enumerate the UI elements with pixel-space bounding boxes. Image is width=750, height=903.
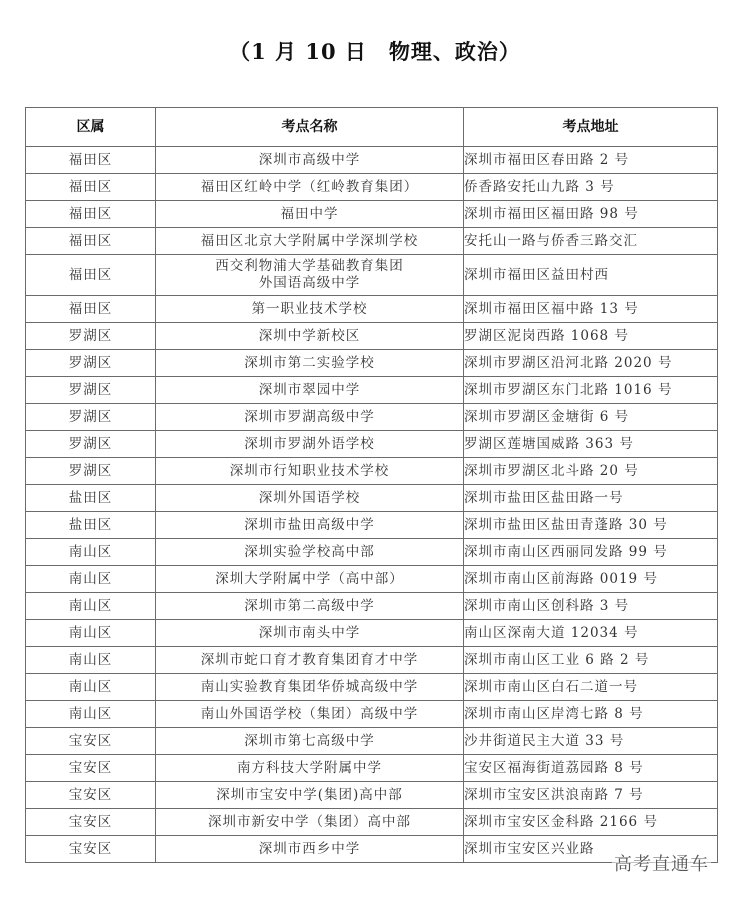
district-cell: 福田区	[26, 255, 156, 296]
column-header-venue-name: 考点名称	[156, 108, 464, 147]
venue-address-cell: 侨香路安托山九路 3 号	[464, 174, 718, 201]
district-cell: 南山区	[26, 701, 156, 728]
venue-name-cell: 深圳市高级中学	[156, 147, 464, 174]
table-row	[26, 647, 718, 674]
table-row	[26, 701, 718, 728]
district-cell: 宝安区	[26, 782, 156, 809]
table-row	[26, 512, 718, 539]
venue-name-cell: 南山外国语学校（集团）高级中学	[156, 701, 464, 728]
venue-address-cell: 深圳市罗湖区金塘街 6 号	[464, 404, 718, 431]
table-row	[26, 147, 718, 174]
venue-address-cell: 深圳市宝安区金科路 2166 号	[464, 809, 718, 836]
venue-name-cell: 深圳外国语学校	[156, 485, 464, 512]
venue-name-cell: 南方科技大学附属中学	[156, 755, 464, 782]
district-cell: 罗湖区	[26, 404, 156, 431]
district-cell: 宝安区	[26, 836, 156, 863]
venue-name-cell: 第一职业技术学校	[156, 296, 464, 323]
venue-address-cell: 深圳市福田区春田路 2 号	[464, 147, 718, 174]
table-row	[26, 404, 718, 431]
venue-address-cell: 罗湖区莲塘国威路 363 号	[464, 431, 718, 458]
venue-name-cell: 深圳市盐田高级中学	[156, 512, 464, 539]
venue-name-cell: 深圳市宝安中学(集团)高中部	[156, 782, 464, 809]
venue-name-cell: 深圳市罗湖高级中学	[156, 404, 464, 431]
district-cell: 南山区	[26, 566, 156, 593]
venue-name-cell: 深圳市第二高级中学	[156, 593, 464, 620]
venue-name-cell: 深圳实验学校高中部	[156, 539, 464, 566]
district-cell: 罗湖区	[26, 431, 156, 458]
district-cell: 福田区	[26, 296, 156, 323]
district-cell: 福田区	[26, 228, 156, 255]
venue-address-cell: 深圳市南山区岸湾七路 8 号	[464, 701, 718, 728]
table-row	[26, 485, 718, 512]
district-cell: 罗湖区	[26, 377, 156, 404]
venue-address-cell: 罗湖区泥岗西路 1068 号	[464, 323, 718, 350]
table-row	[26, 323, 718, 350]
venue-address-cell: 深圳市南山区创科路 3 号	[464, 593, 718, 620]
venue-name-line-1: 西交利物浦大学基础教育集团	[215, 258, 404, 274]
venue-address-cell: 深圳市南山区前海路 0019 号	[464, 566, 718, 593]
venue-name-cell: 福田中学	[156, 201, 464, 228]
venue-name-cell: 福田区北京大学附属中学深圳学校	[156, 228, 464, 255]
venue-address-cell: 深圳市南山区工业 6 路 2 号	[464, 647, 718, 674]
table-row	[26, 782, 718, 809]
district-cell: 南山区	[26, 620, 156, 647]
district-cell: 福田区	[26, 201, 156, 228]
district-cell: 宝安区	[26, 728, 156, 755]
table-row	[26, 566, 718, 593]
district-cell: 南山区	[26, 593, 156, 620]
venue-address-cell: 深圳市南山区白石二道一号	[464, 674, 718, 701]
venue-name-cell	[156, 255, 464, 296]
table-row	[26, 255, 718, 296]
venue-address-cell: 沙井街道民主大道 33 号	[464, 728, 718, 755]
district-cell: 南山区	[26, 647, 156, 674]
table-row	[26, 728, 718, 755]
venue-address-cell: 深圳市福田区益田村西	[464, 255, 718, 296]
district-cell: 盐田区	[26, 512, 156, 539]
venue-name-cell: 深圳大学附属中学（高中部）	[156, 566, 464, 593]
venue-address-cell: 宝安区福海街道荔园路 8 号	[464, 755, 718, 782]
venue-name-cell: 深圳市西乡中学	[156, 836, 464, 863]
venue-address-cell: 深圳市盐田区盐田路一号	[464, 485, 718, 512]
column-header-district: 区属	[26, 108, 156, 147]
venue-name-cell: 福田区红岭中学（红岭教育集团）	[156, 174, 464, 201]
venue-address-cell: 深圳市罗湖区北斗路 20 号	[464, 458, 718, 485]
table-row	[26, 350, 718, 377]
district-cell: 南山区	[26, 539, 156, 566]
venue-name-cell: 深圳市翠园中学	[156, 377, 464, 404]
venue-address-cell: 深圳市福田区福中路 13 号	[464, 296, 718, 323]
district-cell: 宝安区	[26, 809, 156, 836]
table-row	[26, 296, 718, 323]
table-row	[26, 201, 718, 228]
district-cell: 宝安区	[26, 755, 156, 782]
district-cell: 南山区	[26, 674, 156, 701]
venue-name-cell: 深圳市蛇口育才教育集团育才中学	[156, 647, 464, 674]
table-row	[26, 174, 718, 201]
district-cell: 罗湖区	[26, 458, 156, 485]
venue-name-cell: 深圳市第二实验学校	[156, 350, 464, 377]
table-row	[26, 539, 718, 566]
venue-name-cell: 南山实验教育集团华侨城高级中学	[156, 674, 464, 701]
table-row	[26, 755, 718, 782]
venue-name-line-2: 外国语高级中学	[258, 275, 361, 291]
venue-address-cell: 深圳市南山区西丽同发路 99 号	[464, 539, 718, 566]
venue-address-cell: 深圳市宝安区兴业路	[464, 836, 718, 863]
district-cell: 盐田区	[26, 485, 156, 512]
watermark: 高考直通车	[612, 850, 711, 876]
district-cell: 罗湖区	[26, 323, 156, 350]
venue-name-cell: 深圳市罗湖外语学校	[156, 431, 464, 458]
table-row	[26, 620, 718, 647]
venue-address-cell: 深圳市宝安区洪浪南路 7 号	[464, 782, 718, 809]
table-row	[26, 674, 718, 701]
venue-address-cell: 安托山一路与侨香三路交汇	[464, 228, 718, 255]
exam-venue-table	[25, 107, 718, 863]
table-row	[26, 377, 718, 404]
venue-name-cell: 深圳市新安中学（集团）高中部	[156, 809, 464, 836]
venue-address-cell: 深圳市盐田区盐田青蓬路 30 号	[464, 512, 718, 539]
venue-name-cell: 深圳中学新校区	[156, 323, 464, 350]
table-row	[26, 431, 718, 458]
table-row	[26, 809, 718, 836]
district-cell: 福田区	[26, 174, 156, 201]
venue-address-cell: 南山区深南大道 12034 号	[464, 620, 718, 647]
table-row	[26, 593, 718, 620]
page-title: （1 月 10 日 物理、政治）	[229, 39, 521, 64]
venue-address-cell: 深圳市福田区福田路 98 号	[464, 201, 718, 228]
venue-address-cell: 深圳市罗湖区东门北路 1016 号	[464, 377, 718, 404]
district-cell: 罗湖区	[26, 350, 156, 377]
table-row	[26, 458, 718, 485]
table-header-row	[26, 108, 718, 147]
venue-address-cell: 深圳市罗湖区沿河北路 2020 号	[464, 350, 718, 377]
column-header-venue-address: 考点地址	[464, 108, 718, 147]
venue-name-cell: 深圳市南头中学	[156, 620, 464, 647]
table-row	[26, 228, 718, 255]
district-cell: 福田区	[26, 147, 156, 174]
venue-name-cell: 深圳市行知职业技术学校	[156, 458, 464, 485]
venue-name-cell: 深圳市第七高级中学	[156, 728, 464, 755]
